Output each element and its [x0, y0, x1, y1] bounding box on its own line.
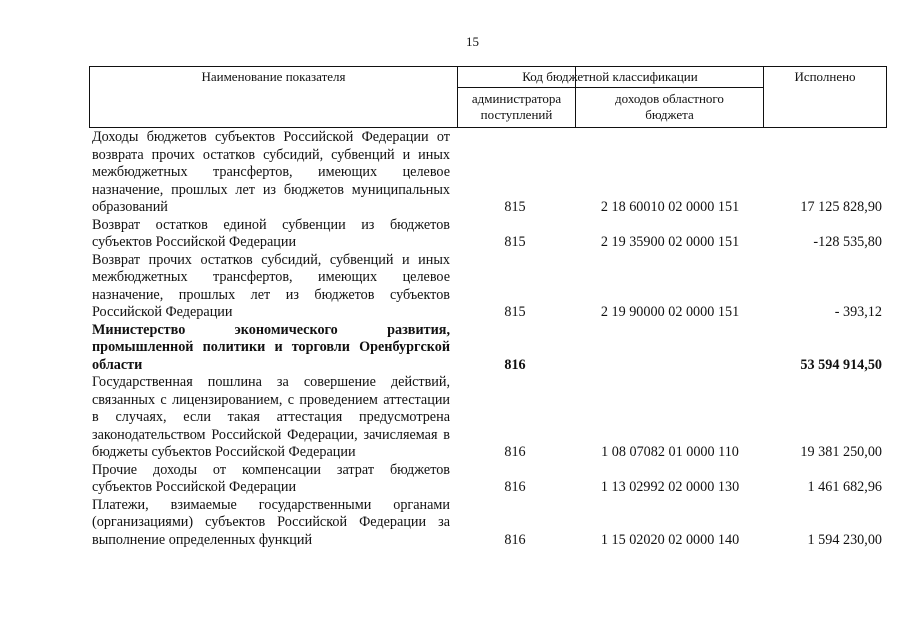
- row-sum: 1 594 230,00: [807, 531, 882, 548]
- table-row: [92, 129, 882, 217]
- row-sum: 17 125 828,90: [800, 199, 882, 215]
- row-name: Министерство экономического развития, промышленной политики и торговли Оренбургской области: [92, 321, 450, 373]
- row-code: 2 19 90000 02 0000 151: [600, 304, 740, 320]
- row-sum: - 393,12: [834, 304, 882, 320]
- header-name: Наименование показателя: [201, 69, 346, 84]
- row-sum: 1 461 682,96: [807, 479, 882, 495]
- row-name: Платежи, взимаемые государственными органами (организациями) субъектов Российской Федерации за выполнение определенных функций: [92, 496, 450, 548]
- header-admin: администратора поступлений: [471, 91, 562, 122]
- row-admin: 816: [504, 356, 526, 373]
- row-admin: 816: [504, 479, 526, 495]
- row-sum: -128 535,80: [813, 234, 882, 250]
- header-revenue: доходов областного бюджета: [615, 91, 724, 122]
- table-row: [92, 217, 882, 252]
- row-sum: 53 594 914,50: [800, 356, 882, 373]
- row-admin: 815: [504, 199, 526, 215]
- table-row: [92, 252, 882, 322]
- table-row: [92, 374, 882, 462]
- row-name: Прочие доходы от компенсации затрат бюджетов субъектов Российской Федерации: [92, 461, 450, 495]
- table-body: [92, 129, 882, 549]
- row-admin: 816: [504, 444, 526, 460]
- row-name: Возврат прочих остатков субсидий, субвенций и иных межбюджетных трансфертов, имеющих целевое назначение, прошлых лет из бюджетов субъектов Российской Федерации: [92, 251, 450, 320]
- table-row-section: [92, 322, 882, 375]
- row-sum: 19 381 250,00: [800, 444, 882, 460]
- header-executed: Исполнено: [794, 69, 856, 84]
- header-code-group: Код бюджетной классификации: [522, 69, 698, 84]
- row-name: Доходы бюджетов субъектов Российской Федерации от возврата прочих остатков субсидий, субвенций и иных межбюджетных трансфертов, имеющих целевое назначение, прошлых лет из бюджетов муниципальных образований: [92, 129, 450, 215]
- table-header: [89, 66, 887, 128]
- row-code: 1 13 02992 02 0000 130: [600, 479, 740, 495]
- table-row: [92, 497, 882, 550]
- table-row: [92, 462, 882, 497]
- page-number: 15: [466, 34, 479, 49]
- row-admin: 816: [504, 531, 526, 548]
- row-name: Возврат остатков единой субвенции из бюджетов субъектов Российской Федерации: [92, 216, 450, 250]
- row-code: 2 18 60010 02 0000 151: [600, 199, 740, 215]
- row-code: 1 08 07082 01 0000 110: [601, 444, 739, 460]
- row-admin: 815: [504, 234, 526, 250]
- row-code: 1 15 02020 02 0000 140: [600, 531, 740, 548]
- header-divider: [457, 87, 763, 88]
- row-admin: 815: [504, 304, 526, 320]
- row-code: 2 19 35900 02 0000 151: [600, 234, 740, 250]
- row-name: Государственная пошлина за совершение действий, связанных с лицензированием, с проведением аттестации в случаях, если такая аттестация предусмотрена законодательством Российской Федерации, зачисляемая в бюджеты субъектов Российской Федерации: [92, 374, 450, 460]
